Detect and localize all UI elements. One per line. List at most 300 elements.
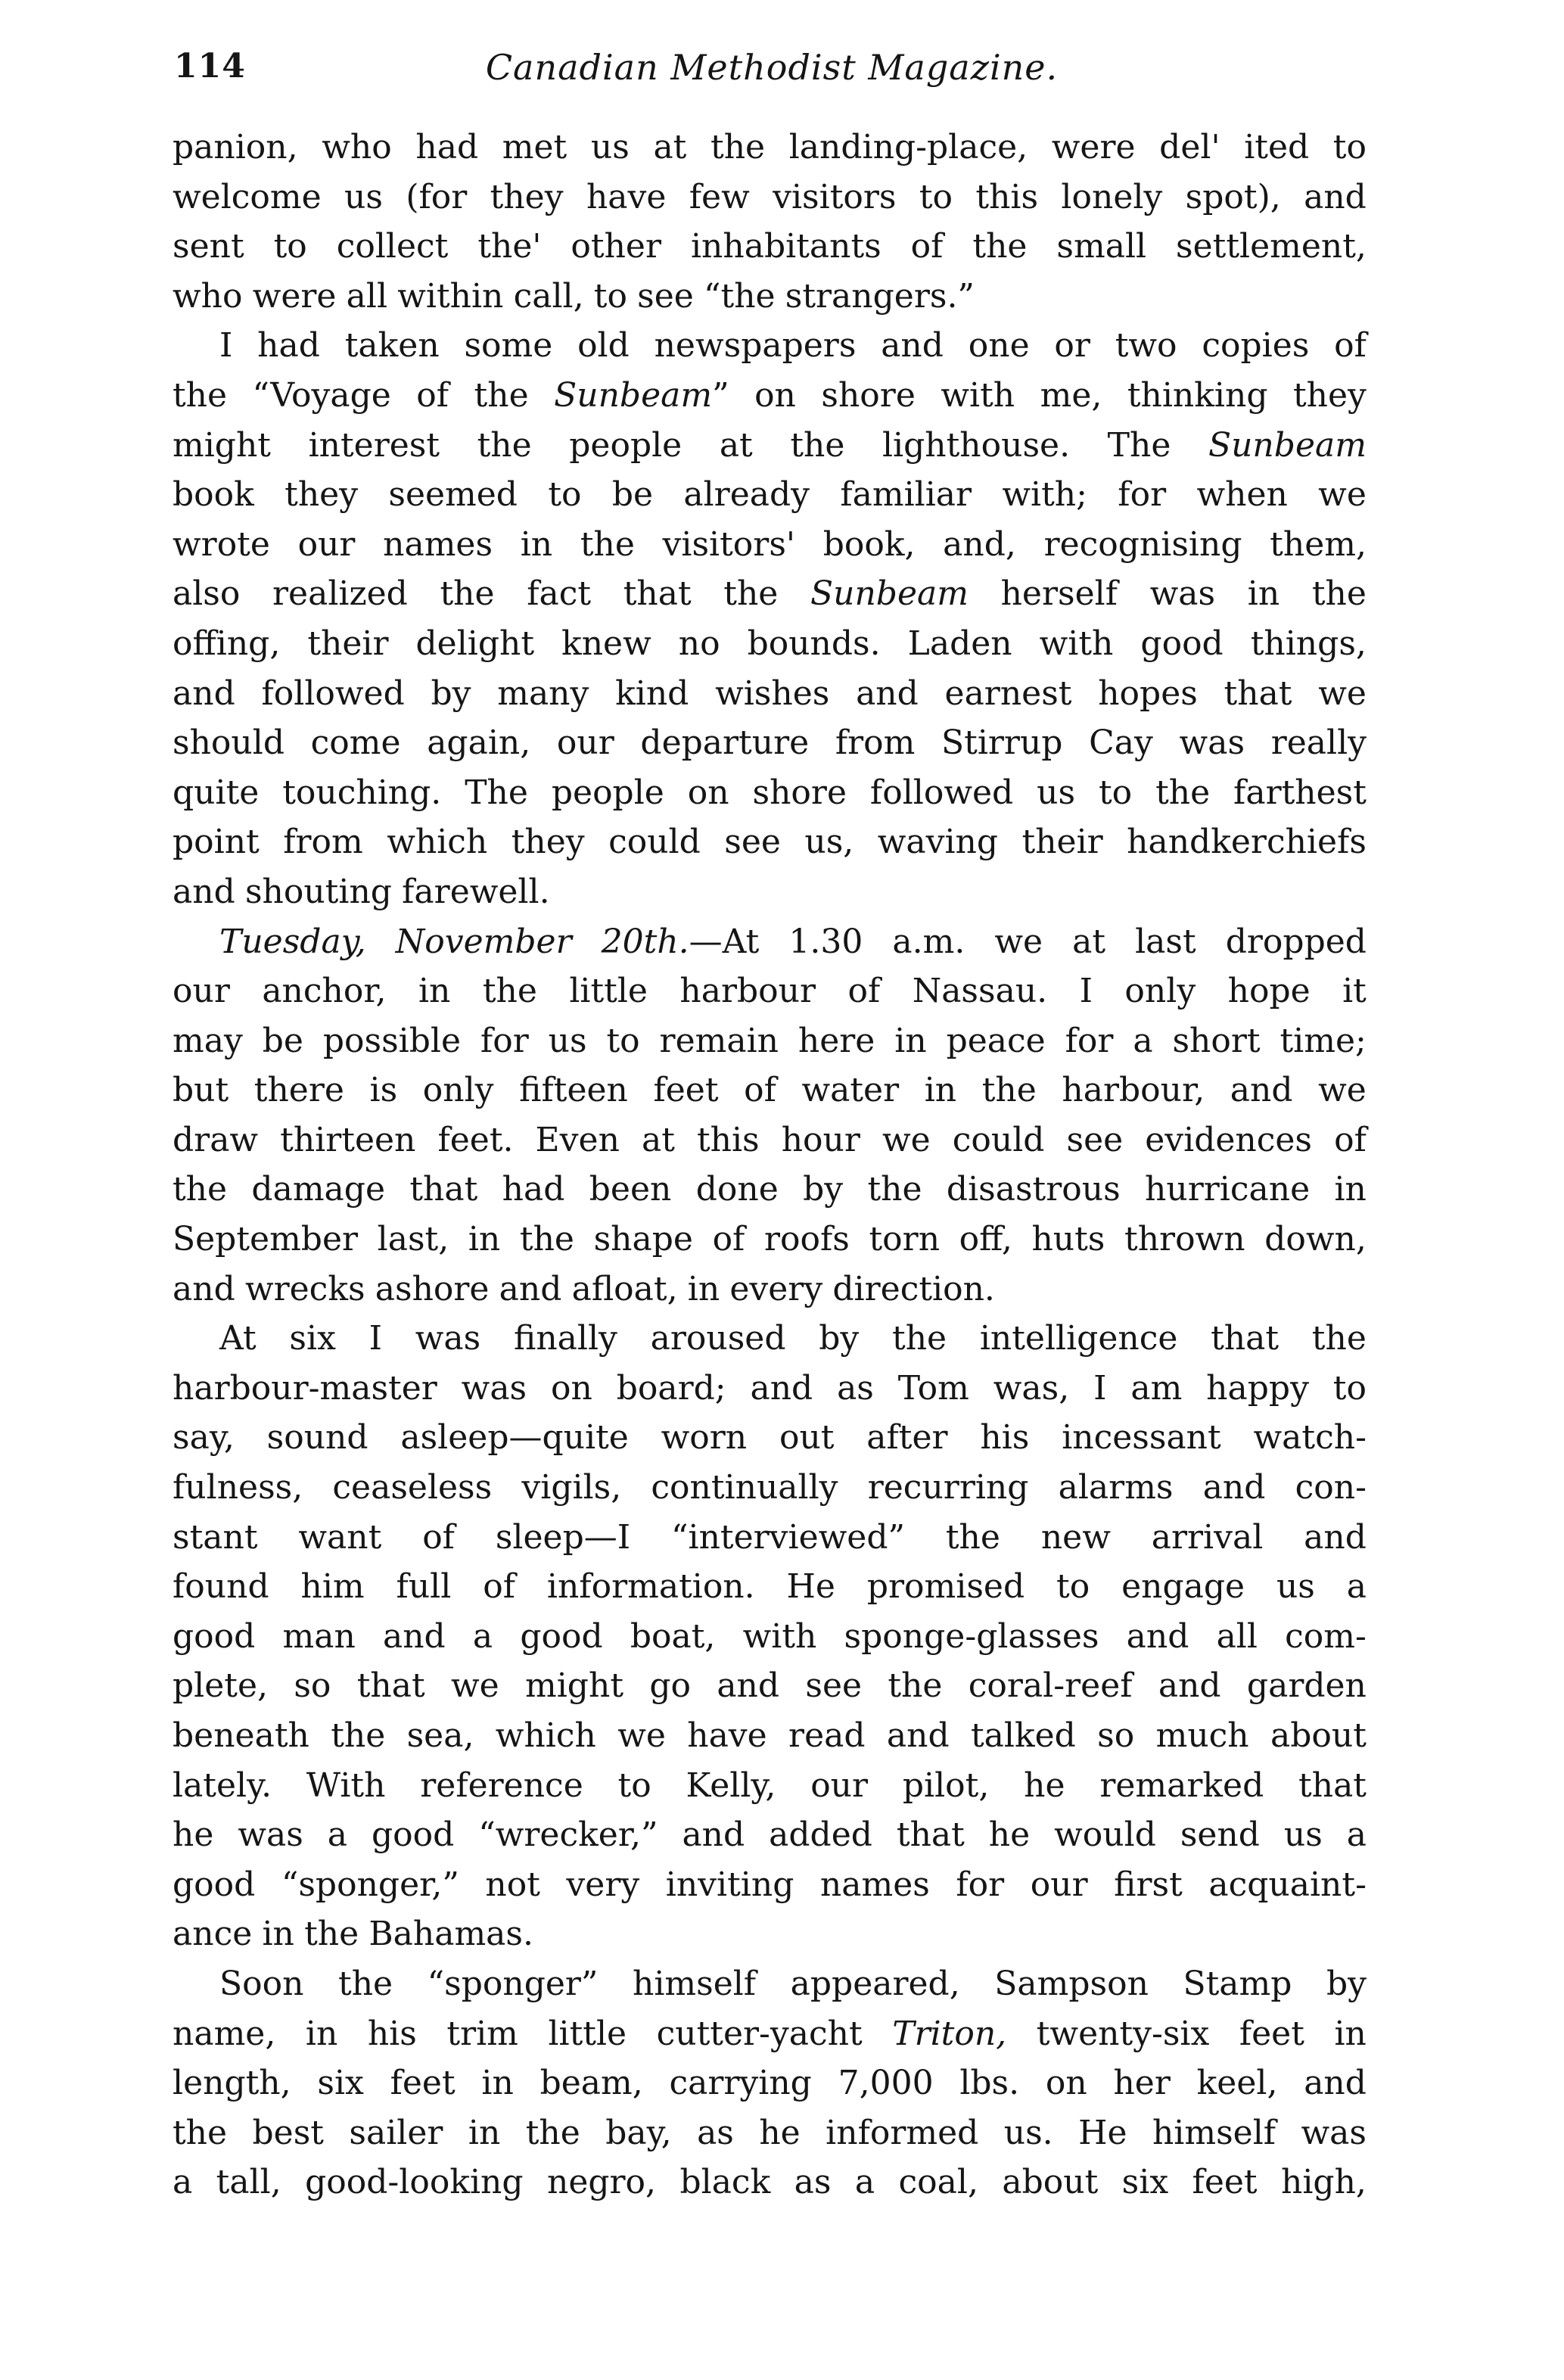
word: Sunbeam [810, 574, 969, 614]
word: from [283, 823, 363, 862]
word: good [173, 1616, 256, 1656]
word: done [695, 1170, 779, 1209]
word: Sampson [994, 1964, 1149, 2003]
text-line [173, 917, 1367, 967]
word: and, [943, 524, 1016, 564]
word: had [415, 128, 479, 166]
word: shouting [244, 872, 392, 911]
word: com- [1285, 1616, 1367, 1656]
word: fulness, [173, 1468, 303, 1507]
word: worn [661, 1418, 748, 1458]
word: good-looking [305, 2163, 524, 2202]
word: our [173, 972, 230, 1011]
text-line [173, 2058, 1367, 2108]
word: want [298, 1517, 382, 1557]
word: black [679, 2163, 771, 2202]
word: he [988, 1815, 1031, 1855]
word: Tuesday, [219, 922, 366, 961]
word: the [888, 1666, 943, 1706]
word: ashore [375, 1269, 490, 1308]
word: visitors [773, 177, 897, 216]
word: 1.30 [788, 922, 863, 961]
word: out [779, 1418, 835, 1458]
word: at [653, 128, 687, 166]
word: settlement, [1176, 227, 1367, 266]
word: feet. [437, 1120, 514, 1159]
word: it [1342, 972, 1367, 1011]
word: “wrecker,” [478, 1815, 658, 1855]
word: but [173, 1071, 229, 1110]
word: roofs [763, 1220, 850, 1259]
word: the [1311, 574, 1367, 614]
word: may [173, 1021, 243, 1060]
word: the [173, 1170, 228, 1209]
word: seemed [388, 475, 518, 515]
word: the [331, 1716, 386, 1755]
word: see [1066, 1120, 1124, 1159]
word: “the [704, 276, 776, 316]
word: dropped [1225, 922, 1367, 961]
word: would [1054, 1815, 1156, 1855]
word: departure [640, 723, 810, 763]
word: off, [959, 1220, 1012, 1259]
word: taken [344, 326, 440, 366]
word: much [1155, 1716, 1249, 1755]
word: were [252, 276, 337, 316]
word: I [1093, 1368, 1107, 1408]
word: by [819, 1319, 860, 1358]
word: might [525, 1666, 623, 1706]
word: acquaint- [1208, 1865, 1367, 1904]
word: who [322, 128, 392, 166]
word: the [304, 1915, 359, 1954]
word: possible [322, 1021, 462, 1060]
word: Nassau. [912, 972, 1048, 1011]
word: 20th.—At [601, 922, 760, 961]
word: they [490, 177, 564, 216]
word: Stamp [1183, 1964, 1292, 2003]
word: call, [513, 276, 584, 316]
word: farewell. [402, 872, 550, 911]
word: added [769, 1815, 872, 1855]
word: to [606, 1021, 640, 1060]
text-line [173, 1909, 1367, 1959]
text-line [173, 1761, 1367, 1811]
word: again, [427, 723, 531, 763]
word: talked [970, 1716, 1076, 1755]
text-line [173, 1016, 1367, 1066]
word: shape [593, 1220, 693, 1259]
word: two [1115, 326, 1177, 366]
text-line [173, 768, 1367, 818]
word: inviting [665, 1865, 794, 1904]
word: appeared, [790, 1964, 960, 2003]
word: or [1054, 326, 1090, 366]
word: coral-reef [968, 1666, 1133, 1706]
word: the [945, 1517, 1000, 1557]
text-line [173, 1810, 1367, 1860]
word: November [395, 922, 572, 961]
word: as [837, 1368, 874, 1408]
word: met [502, 128, 567, 166]
word: I [368, 1319, 383, 1358]
word: names [383, 524, 493, 564]
word: high, [1281, 2163, 1367, 2202]
word: in [418, 972, 451, 1011]
word: “sponger” [427, 1964, 599, 2003]
text-line [173, 718, 1367, 768]
word: followed [869, 773, 1014, 812]
word: “sponger,” [281, 1865, 459, 1904]
word: that [1211, 1319, 1279, 1358]
word: in [468, 1220, 501, 1259]
word: and [682, 1815, 745, 1855]
word: happy [1206, 1368, 1309, 1408]
word: here [798, 1021, 875, 1060]
word: harbour-master [173, 1368, 437, 1408]
text-line [173, 1165, 1367, 1215]
word: shore [752, 773, 847, 812]
word: He [1078, 2113, 1127, 2152]
word: trim [446, 2014, 518, 2053]
word: could [608, 823, 701, 862]
word: in [687, 1269, 720, 1308]
word: the [1155, 773, 1211, 812]
word: we [1318, 475, 1367, 515]
word: in [1334, 2014, 1367, 2053]
word: him [300, 1567, 365, 1607]
word: their [1021, 823, 1103, 862]
word: twenty-six [1036, 2014, 1210, 2053]
word: a [1133, 1021, 1153, 1060]
word: pilot, [902, 1766, 990, 1805]
word: could [952, 1120, 1045, 1159]
word: the [519, 1220, 574, 1259]
word: realized [272, 574, 408, 614]
word: kind [615, 674, 689, 713]
word: with; [1002, 475, 1087, 515]
word: at [1072, 922, 1106, 961]
word: us [590, 128, 630, 166]
word: the [580, 524, 635, 564]
word: At [219, 1319, 257, 1358]
word: collect [336, 227, 449, 266]
word: his [980, 1418, 1030, 1458]
word: draw [173, 1120, 259, 1159]
word: to [593, 276, 627, 316]
word: landing-place, [788, 128, 1028, 166]
word: us [1037, 773, 1076, 812]
word: for [1065, 1021, 1114, 1060]
word: after [866, 1418, 948, 1458]
word: finally [513, 1319, 617, 1358]
word: sponge-glasses [844, 1616, 1099, 1656]
text-line [173, 222, 1367, 272]
word: Sunbeam [1208, 425, 1367, 465]
word: The [465, 773, 528, 812]
word: to [1332, 1368, 1367, 1408]
word: he [1024, 1766, 1065, 1805]
word: quite [173, 773, 260, 812]
word: on [551, 1368, 592, 1408]
word: of [910, 227, 944, 266]
word: very [566, 1865, 640, 1904]
word: was [415, 1319, 481, 1358]
word: Laden [907, 624, 1012, 663]
word: lbs. [959, 2064, 1020, 2103]
word: remarked [1099, 1766, 1264, 1805]
word: board; [616, 1368, 726, 1408]
word: and [173, 1269, 235, 1308]
word: in [520, 524, 553, 564]
text-line [173, 470, 1367, 520]
running-title: Canadian Methodist Magazine. [485, 47, 1059, 88]
text-line [173, 1562, 1367, 1612]
word: copies [1202, 326, 1310, 366]
word: a [854, 2163, 875, 2202]
word: and [1158, 1666, 1221, 1706]
word: good [1140, 624, 1224, 663]
word: for [1118, 475, 1167, 515]
word: and [1230, 1071, 1293, 1110]
word: the [440, 574, 495, 614]
word: hopes [1098, 674, 1198, 713]
word: Stirrup [941, 723, 1063, 763]
word: garden [1246, 1666, 1367, 1706]
word: was, [993, 1368, 1070, 1408]
word: am [1130, 1368, 1183, 1408]
word: on [1045, 2064, 1087, 2103]
word: was [238, 1815, 303, 1855]
word: recurring [867, 1468, 1029, 1507]
word: our [810, 1766, 869, 1805]
word: we [994, 922, 1043, 961]
word: when [1196, 475, 1288, 515]
word: the [981, 1071, 1037, 1110]
word: within [397, 276, 504, 316]
word: in [468, 2113, 501, 2152]
word: and [856, 674, 919, 713]
word: feet [653, 1071, 719, 1110]
word: of [483, 1567, 515, 1607]
word: small [1056, 227, 1147, 266]
word: already [683, 475, 810, 515]
word: keel, [1196, 2064, 1278, 2103]
word: things, [1250, 624, 1367, 663]
word: the [1311, 1319, 1367, 1358]
word: us [344, 177, 383, 216]
word: arrival [1151, 1517, 1264, 1557]
word: of [416, 375, 449, 415]
word: her [1113, 2064, 1171, 2103]
word: our [556, 723, 614, 763]
word: new [1040, 1517, 1111, 1557]
word: harbour, [1062, 1071, 1205, 1110]
word: torn [869, 1220, 941, 1259]
text-line [173, 1860, 1367, 1910]
word: me, [1040, 375, 1102, 415]
word: thirteen [280, 1120, 416, 1159]
word: all [1216, 1616, 1258, 1656]
word: negro, [546, 2163, 657, 2202]
word: few [689, 177, 750, 216]
word: in [305, 2014, 338, 2053]
word: to [548, 475, 582, 515]
word: the [867, 1170, 922, 1209]
word: shore [821, 375, 916, 415]
word: and [717, 1666, 780, 1706]
word: down, [1264, 1220, 1367, 1259]
word: so [1097, 1716, 1135, 1755]
word: Triton, [892, 2014, 1007, 2053]
word: six [317, 2064, 364, 2103]
word: himself [1152, 2113, 1276, 2152]
word: a.m. [892, 922, 965, 961]
word: of [847, 972, 881, 1011]
text-line [173, 1959, 1367, 2009]
word: boat, [630, 1616, 716, 1656]
word: on [754, 375, 796, 415]
word: fifteen [519, 1071, 628, 1110]
word: interest [308, 425, 440, 465]
word: bay, [605, 2113, 672, 2152]
word: and [173, 872, 235, 911]
word: not [485, 1865, 540, 1904]
word: and [881, 326, 944, 366]
word: water [801, 1071, 900, 1110]
word: and [1304, 2064, 1367, 2103]
word: continually [651, 1468, 838, 1507]
word: ceaseless [332, 1468, 493, 1507]
word: book, [822, 524, 916, 564]
word: last [1135, 922, 1196, 961]
word: that [1224, 674, 1292, 713]
word: by [1326, 1964, 1367, 2003]
word: first [1114, 1865, 1183, 1904]
word: point [173, 823, 260, 862]
word: see [724, 823, 781, 862]
word: herself [1000, 574, 1118, 614]
text-line [173, 1066, 1367, 1115]
word: so [294, 1666, 331, 1706]
word: hope [1227, 972, 1311, 1011]
word: the [173, 375, 228, 415]
word: us [1276, 1567, 1315, 1607]
word: that [896, 1815, 965, 1855]
word: only [422, 1071, 494, 1110]
word: with [742, 1616, 817, 1656]
text-line [173, 1463, 1367, 1513]
word: peace [946, 1021, 1046, 1060]
text-line [173, 272, 1367, 322]
word: del' [1159, 128, 1220, 166]
word: other [571, 227, 662, 266]
word: short [1172, 1021, 1261, 1060]
word: the [482, 972, 537, 1011]
word: “interviewed” [671, 1517, 905, 1557]
word: a [327, 1815, 348, 1855]
text-line [173, 1413, 1367, 1463]
word: the [710, 128, 766, 166]
word: we [1318, 674, 1367, 713]
word: promised [866, 1567, 1025, 1607]
word: of [422, 1517, 455, 1557]
word: this [975, 177, 1039, 216]
word: waving [877, 823, 999, 862]
word: of [712, 1220, 745, 1259]
word: the [972, 227, 1028, 266]
page-number: 114 [174, 47, 246, 86]
word: about [1002, 2163, 1099, 2202]
word: best [252, 2113, 324, 2152]
word: many [497, 674, 589, 713]
word: on [687, 773, 729, 812]
word: their [307, 624, 389, 663]
word: to [617, 1766, 651, 1805]
word: with [1039, 624, 1114, 663]
word: (for [406, 177, 468, 216]
word: handkerchiefs [1127, 823, 1367, 862]
word: sound [266, 1418, 368, 1458]
word: wrote [173, 524, 270, 564]
word: really [1270, 723, 1367, 763]
word: He [786, 1567, 835, 1607]
word: anchor, [262, 972, 387, 1011]
text-line [173, 123, 1367, 173]
word: be [262, 1021, 303, 1060]
word: panion, [173, 128, 298, 166]
word: read [788, 1716, 866, 1755]
word: time; [1279, 1021, 1367, 1060]
word: feet [390, 2064, 456, 2103]
word: 7,000 [838, 2064, 934, 2103]
word: recognising [1043, 524, 1242, 564]
word: ited [1244, 128, 1310, 166]
word: knew [561, 624, 651, 663]
word: delight [415, 624, 535, 663]
word: the [723, 574, 779, 614]
word: of [1334, 326, 1367, 366]
word: Soon [219, 1964, 304, 2003]
word: us [548, 1021, 587, 1060]
word: had [257, 326, 320, 366]
word: have [687, 1716, 767, 1755]
word: alarms [1058, 1468, 1174, 1507]
text-line [173, 321, 1367, 371]
text-line [173, 1215, 1367, 1265]
word: our [1030, 1865, 1088, 1904]
word: beam, [539, 2064, 643, 2103]
word: evidences [1145, 1120, 1313, 1159]
word: to [1056, 1567, 1090, 1607]
word: and [499, 1269, 562, 1308]
word: for [480, 1021, 529, 1060]
word: sailer [349, 2113, 443, 2152]
word: us [1283, 1815, 1323, 1855]
word: a [472, 1616, 493, 1656]
text-line [173, 1265, 1367, 1314]
word: and [1202, 1468, 1266, 1507]
text-line [173, 1513, 1367, 1563]
word: the' [477, 227, 542, 266]
word: the [790, 425, 845, 465]
word: coal, [898, 2163, 978, 2202]
word: of [1334, 1120, 1367, 1159]
word: little [569, 972, 648, 1011]
word: send [1180, 1815, 1260, 1855]
word: cutter-yacht [656, 2014, 863, 2053]
word: information. [546, 1567, 755, 1607]
